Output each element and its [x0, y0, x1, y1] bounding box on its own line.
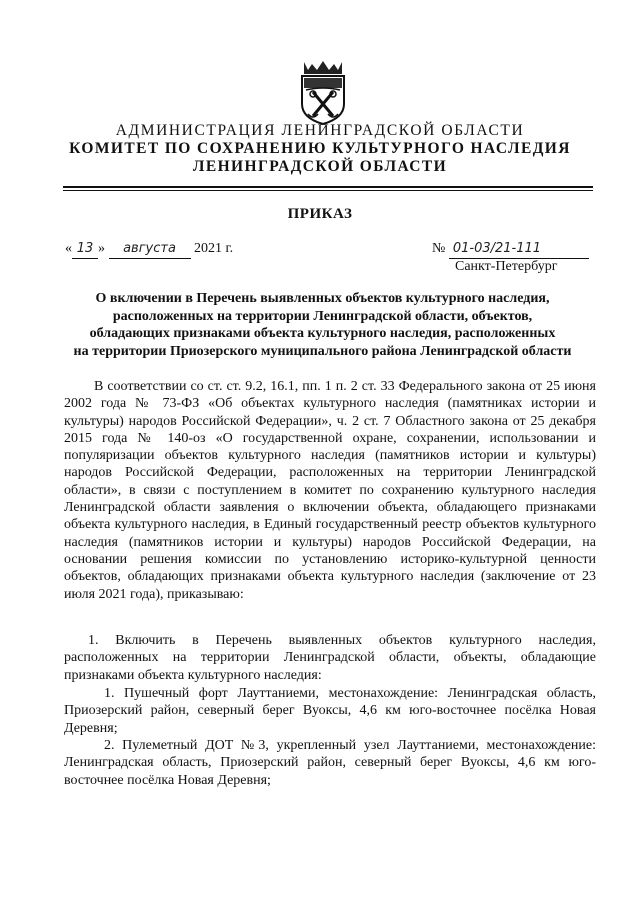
coat-of-arms-icon	[298, 58, 348, 126]
document-title	[50, 290, 595, 360]
title-line: обладающих признаками объекта культурного наследия, расположенных	[89, 326, 556, 341]
document-city: Санкт-Петербург	[455, 259, 558, 274]
header-divider-thin	[63, 190, 593, 191]
title-line: О включении в Перечень выявленных объектов культурного наследия,	[95, 291, 550, 306]
date-year: 2021 г.	[194, 241, 234, 256]
body-preamble: В соответствии со ст. ст. 9.2, 16.1, пп. 1 п. 2 ст. 33 Федерального закона от 25 июня 2002 года № 73-ФЗ «Об объектах культурного наследия (памятниках истории и культуры) народов Российской Федерации», ч. 2 ст. 7 Областного закона от 25 декабря 2015 года № 140-оз «О государственной охране, сохранении, использовании и популяризации объектов культурного наследия (памятников истории и культуры) народов Российской Федерации, расположенных на территории Ленинградской области», в связи с поступлением в комитет по сохранению культурного наследия Ленинградской области заявления о включении объекта, обладающего признаками объекта культурного наследия, в Единый государственный реестр объектов культурного наследия (памятников истории и культуры) народов Российской Федерации, на основании решения комиссии по установлению историко-культурной ценности объектов, обладающих признаками объекта культурного наследия (заключение от 23 июля 2021 года), приказываю:	[64, 379, 596, 602]
date-close-quote: »	[98, 241, 105, 256]
body-item-1-2: 2. Пулеметный ДОТ №3, укрепленный узел Лауттаниеми, местонахождение: Ленинградская область, Приозерский район, северный берег Вуоксы, 4,6 км юго-восточнее посёлка Новая Деревня;	[64, 738, 596, 788]
header-divider	[63, 186, 593, 188]
date-open-quote: «	[65, 241, 72, 256]
date-month: августа	[109, 240, 191, 259]
body-clause-1: 1. Включить в Перечень выявленных объектов культурного наследия, расположенных на территории Ленинградской области, объекты, обладающие признаками объекта культурного наследия:	[64, 633, 596, 683]
title-line: расположенных на территории Ленинградской области, объектов,	[112, 308, 533, 324]
org-name-committee: КОМИТЕТ ПО СОХРАНЕНИЮ КУЛЬТУРНОГО НАСЛЕДИЯ	[69, 140, 571, 157]
document-type: ПРИКАЗ	[287, 206, 353, 222]
number-sign: №	[432, 241, 446, 256]
date-day: 13	[72, 240, 98, 259]
document-date	[65, 240, 233, 259]
number-value: 01-03/21-111	[449, 240, 589, 259]
document-number	[432, 240, 589, 259]
body-item-1-1: 1. Пушечный форт Лауттаниеми, местонахождение: Ленинградская область, Приозерский район, северный берег Вуоксы, 4,6 км юго-восточнее посёлка Новая Деревня;	[64, 686, 596, 736]
title-line: на территории Приозерского муниципального района Ленинградской области	[73, 343, 572, 359]
org-name-administration: АДМИНИСТРАЦИЯ ЛЕНИНГРАДСКОЙ ОБЛАСТИ	[115, 122, 525, 139]
org-name-region: ЛЕНИНГРАДСКОЙ ОБЛАСТИ	[192, 158, 448, 175]
